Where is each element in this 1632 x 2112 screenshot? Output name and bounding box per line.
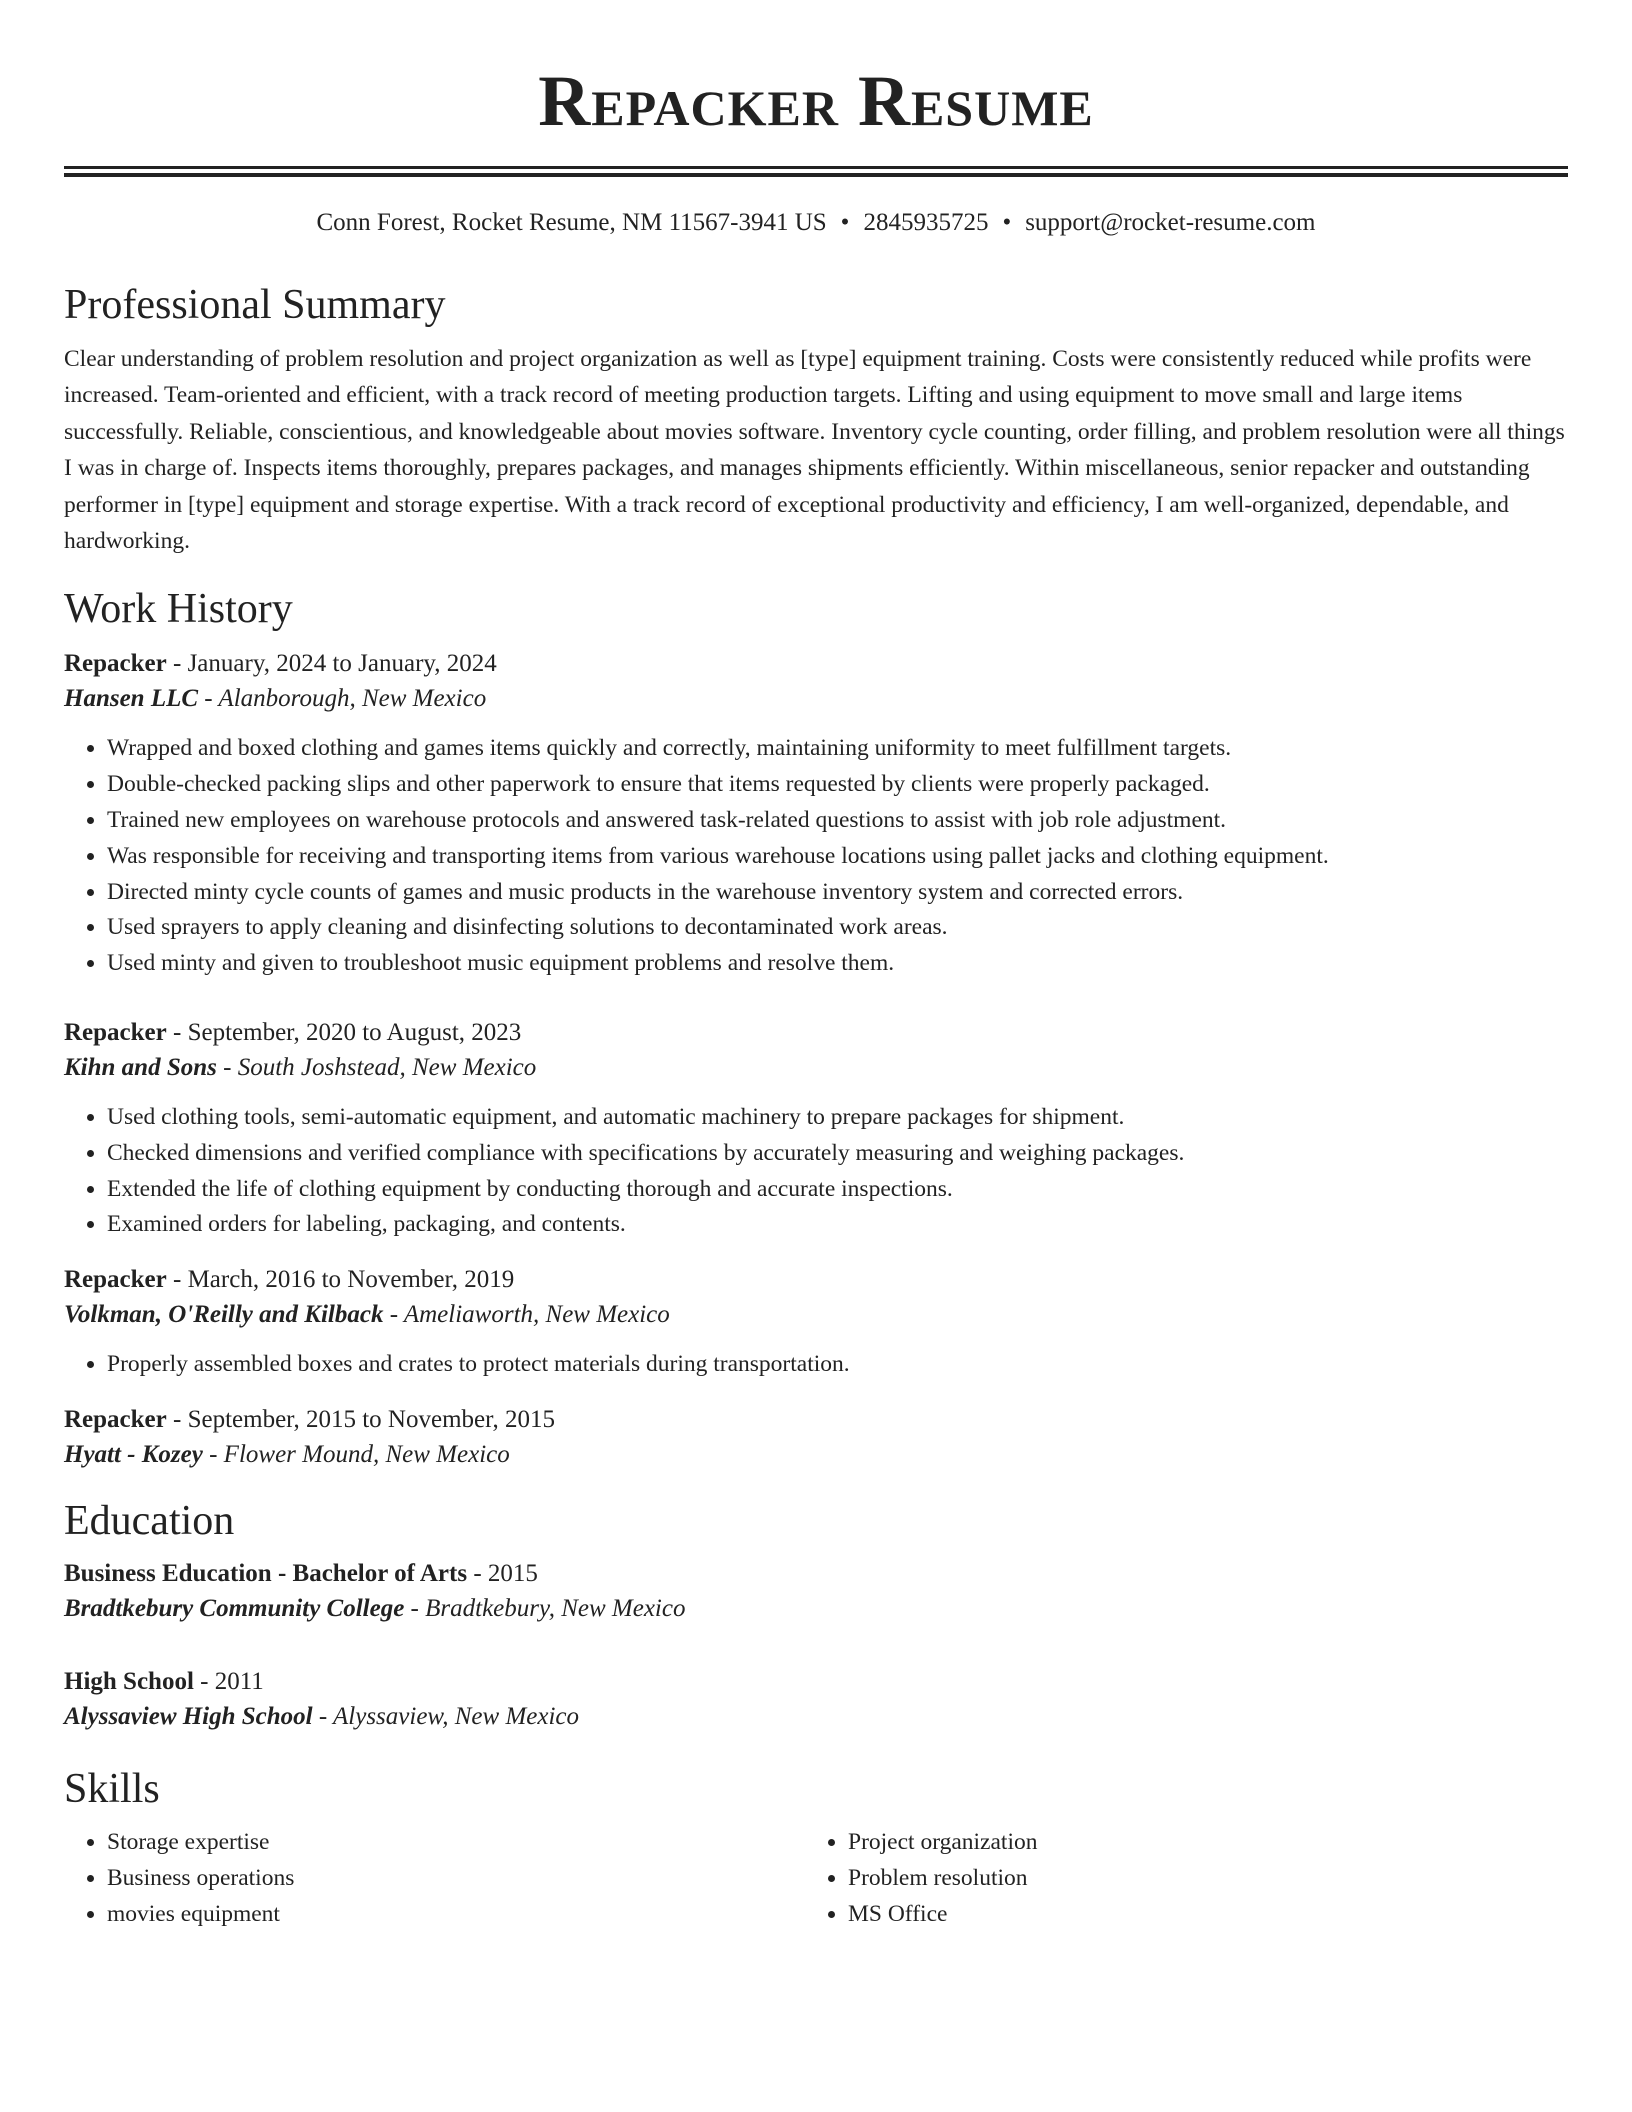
job-role-line bbox=[64, 1016, 1568, 1050]
resume-title: Repacker Resume bbox=[538, 61, 1094, 141]
job-entry bbox=[64, 1263, 1568, 1383]
job-bullet: • Extended the life of clothing equipment by conducting thorough and accurate inspections. bbox=[107, 1172, 1568, 1208]
job-entry bbox=[64, 647, 1568, 982]
job-role-line bbox=[64, 1403, 1568, 1437]
job-location: - Alanborough, New Mexico bbox=[204, 685, 487, 713]
education-degree: High School bbox=[64, 1668, 194, 1695]
skills-list-right bbox=[805, 1825, 1546, 1932]
job-dates: - March, 2016 to November, 2019 bbox=[173, 1266, 515, 1294]
job-company-line bbox=[64, 1437, 1568, 1473]
education-school: Alyssaview High School bbox=[64, 1703, 313, 1730]
job-entry bbox=[64, 1403, 1568, 1473]
job-bullet: • Used sprayers to apply cleaning and disinfecting solutions to decontaminated work areas. bbox=[107, 910, 1568, 946]
job-bullet: • Wrapped and boxed clothing and games items quickly and correctly, maintaining uniformity to meet fulfillment targets. bbox=[107, 731, 1568, 767]
job-role-line bbox=[64, 1263, 1568, 1297]
education-year: - 2015 bbox=[473, 1560, 538, 1587]
job-bullet: • Double-checked packing slips and other paperwork to ensure that items requested by clients were properly packaged. bbox=[107, 767, 1568, 803]
contact-separator: • bbox=[1002, 209, 1012, 236]
contact-email[interactable]: support@rocket-resume.com bbox=[1025, 209, 1316, 236]
contact-line bbox=[64, 207, 1568, 239]
education-school-line bbox=[64, 1591, 1568, 1627]
education-school-line bbox=[64, 1699, 1568, 1735]
summary-heading: Professional Summary bbox=[64, 282, 446, 328]
job-company-line bbox=[64, 681, 1568, 717]
job-entry bbox=[64, 1016, 1568, 1243]
job-bullets bbox=[64, 1100, 1568, 1243]
job-title: Repacker bbox=[64, 650, 167, 678]
education-heading: Education bbox=[64, 1498, 235, 1544]
job-location: - Flower Mound, New Mexico bbox=[209, 1441, 510, 1468]
job-company: Hyatt - Kozey bbox=[64, 1441, 203, 1468]
skill-item: • Business operations bbox=[107, 1861, 805, 1897]
contact-address: Conn Forest, Rocket Resume, NM 11567-3941 US bbox=[316, 209, 827, 236]
job-location: - South Joshstead, New Mexico bbox=[223, 1054, 537, 1082]
education-entry bbox=[64, 1665, 1568, 1735]
job-title: Repacker bbox=[64, 1266, 167, 1294]
job-bullet: • Properly assembled boxes and crates to protect materials during transportation. bbox=[107, 1347, 1568, 1383]
education-degree-line bbox=[64, 1665, 1568, 1699]
skill-item: • movies equipment bbox=[107, 1897, 805, 1933]
job-company: Hansen LLC bbox=[64, 685, 199, 713]
skill-item: • MS Office bbox=[848, 1897, 1546, 1933]
job-bullet: • Checked dimensions and verified compliance with specifications by accurately measuring and weighing packages. bbox=[107, 1136, 1568, 1172]
job-dates: - September, 2015 to November, 2015 bbox=[173, 1406, 555, 1433]
work-history-heading: Work History bbox=[64, 586, 293, 633]
job-bullets bbox=[64, 1347, 1568, 1383]
job-role-line bbox=[64, 647, 1568, 681]
skills-list-left bbox=[64, 1825, 805, 1932]
job-dates: - September, 2020 to August, 2023 bbox=[173, 1019, 522, 1047]
job-dates: - January, 2024 to January, 2024 bbox=[173, 650, 497, 678]
job-bullet: • Used clothing tools, semi-automatic equipment, and automatic machinery to prepare packages for shipment. bbox=[107, 1100, 1568, 1136]
education-school: Bradtkebury Community College bbox=[64, 1595, 405, 1622]
job-company-line bbox=[64, 1297, 1568, 1333]
job-bullet: • Used minty and given to troubleshoot music equipment problems and resolve them. bbox=[107, 946, 1568, 982]
education-location: - Alyssaview, New Mexico bbox=[318, 1703, 579, 1730]
skill-item: • Project organization bbox=[848, 1825, 1546, 1861]
job-company: Volkman, O'Reilly and Kilback bbox=[64, 1301, 384, 1329]
job-company: Kihn and Sons bbox=[64, 1054, 217, 1082]
education-entry bbox=[64, 1557, 1568, 1627]
summary-text: Clear understanding of problem resolution and project organization as well as [type] equipment training. Costs were consistently reduced while profits were increased. Team-oriented and efficient, with a track record of meeting production targets. Lifting and using equipment to move small and large items successfully. Reliable, conscientious, and knowledgeable about movies software. Inventory cycle counting, order filling, and problem resolution were all things I was in charge of. Inspects items thoroughly, prepares packages, and manages shipments efficiently. Within miscellaneous, senior repacker and outstanding performer in [type] equipment and storage expertise. With a track record of exceptional productivity and efficiency, I am well-organized, dependable, and hardworking. bbox=[64, 346, 1565, 555]
skills-columns bbox=[64, 1825, 1568, 1932]
education-location: - Bradtkebury, New Mexico bbox=[410, 1595, 686, 1622]
education-degree: Business Education - Bachelor of Arts bbox=[64, 1560, 468, 1587]
skill-item: • Problem resolution bbox=[848, 1861, 1546, 1897]
education-degree-line bbox=[64, 1557, 1568, 1591]
job-bullet: • Was responsible for receiving and transporting items from various warehouse locations using pallet jacks and clothing equipment. bbox=[107, 839, 1568, 875]
contact-phone: 2845935725 bbox=[863, 209, 989, 236]
contact-separator: • bbox=[840, 209, 850, 236]
job-title: Repacker bbox=[64, 1019, 167, 1047]
skills-heading: Skills bbox=[64, 1766, 160, 1812]
education-year: - 2011 bbox=[200, 1668, 264, 1695]
job-bullet: • Trained new employees on warehouse protocols and answered task-related questions to assist with job role adjustment. bbox=[107, 803, 1568, 839]
skill-item: • Storage expertise bbox=[107, 1825, 805, 1861]
job-bullet: • Directed minty cycle counts of games and music products in the warehouse inventory system and corrected errors. bbox=[107, 875, 1568, 911]
job-title: Repacker bbox=[64, 1406, 167, 1433]
job-bullets bbox=[64, 731, 1568, 982]
job-location: - Ameliaworth, New Mexico bbox=[389, 1301, 670, 1329]
job-company-line bbox=[64, 1050, 1568, 1086]
job-bullet: • Examined orders for labeling, packaging, and contents. bbox=[107, 1207, 1568, 1243]
title-divider-bottom bbox=[64, 173, 1568, 177]
